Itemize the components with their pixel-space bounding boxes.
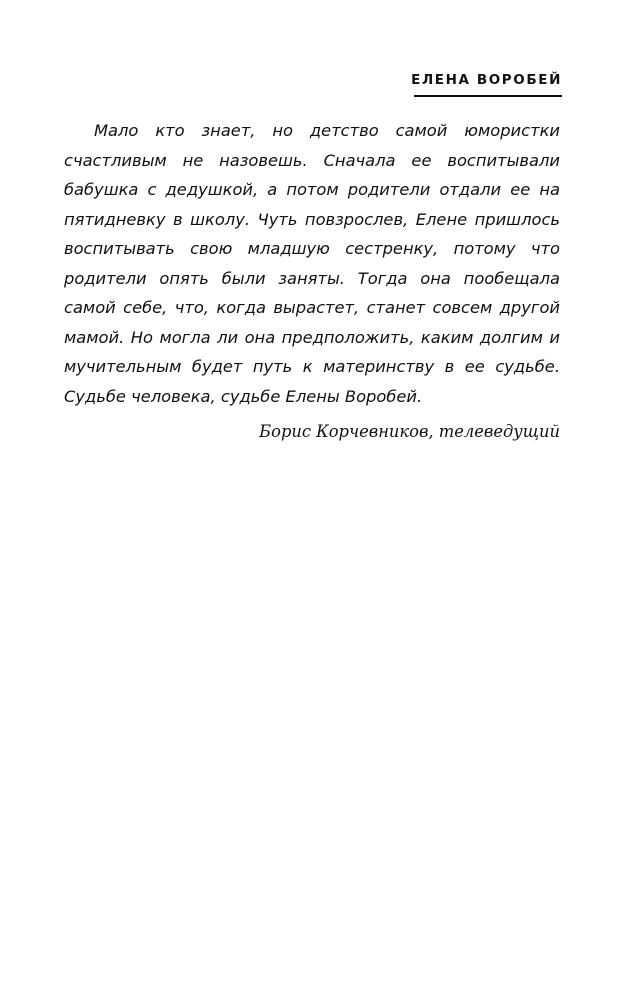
running-head-divider bbox=[414, 95, 562, 97]
body-paragraph: Мало кто знает, но детство самой юмористки счастливым не назовешь. Сначала ее воспитывали бабушка с дедушкой, а потом родители отдали ее на пятидневку в школу. Чуть повзрослев, Елене пришлось воспитывать свою младшую сестренку, потому что родители опять были заняты. Тогда она пообещала самой себе, что, когда вырастет, станет совсем другой мамой. Но могла ли она предположить, каким долгим и мучительным будет путь к материнству в ее судьбе. Судьбе человека, судьбе Елены Воробей. bbox=[64, 121, 560, 406]
attribution-line: Борис Корчевников, телеведущий bbox=[259, 422, 560, 441]
page-body bbox=[64, 116, 560, 447]
running-head-title: ЕЛЕНА ВОРОБЕЙ bbox=[411, 72, 562, 88]
